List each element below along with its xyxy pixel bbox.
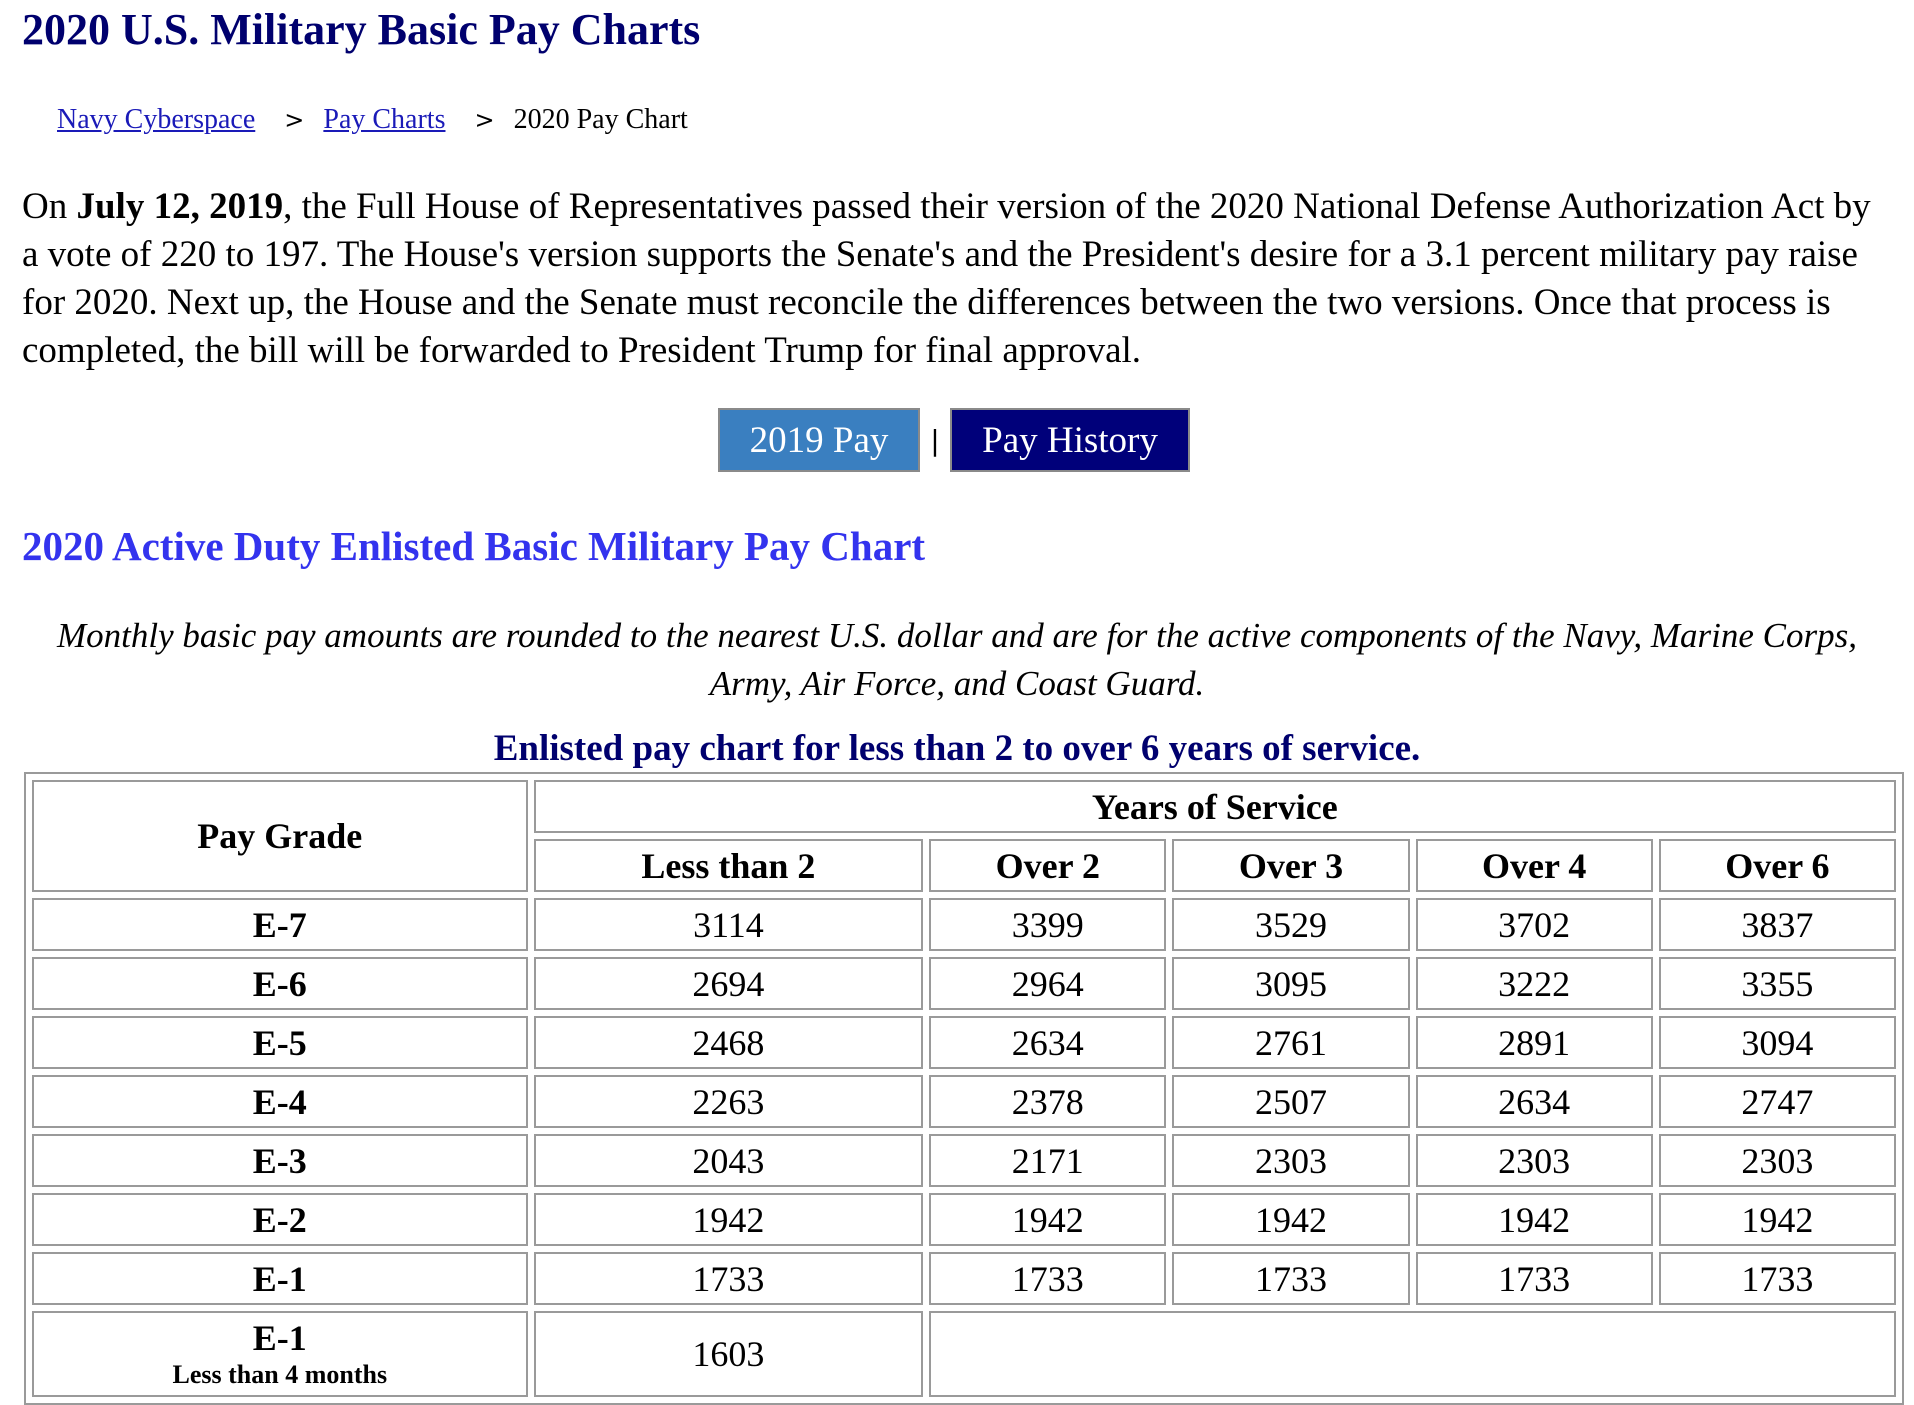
empty-cell [929,1311,1896,1397]
pay-value-cell: 3114 [534,898,924,951]
table-row [32,1075,1896,1128]
pay-value-cell: 2891 [1416,1016,1653,1069]
pay-grade-cell: E-6 [32,957,528,1010]
intro-date: July 12, 2019 [76,186,284,227]
pay-value-cell: 2761 [1172,1016,1409,1069]
pay-table [24,772,1904,1405]
pay-value-cell: 3529 [1172,898,1409,951]
pay-grade-cell [32,1311,528,1397]
pay-value-cell: 2303 [1659,1134,1896,1187]
pay-grade-sublabel: Less than 4 months [172,1360,388,1389]
pay-value-cell: 3095 [1172,957,1409,1010]
pay-value-cell: 1603 [534,1311,924,1397]
pay-value-cell: 2634 [929,1016,1166,1069]
pay-value-cell: 2634 [1416,1075,1653,1128]
column-header: Over 6 [1659,839,1896,892]
table-caption: Enlisted pay chart for less than 2 to over 6 years of service. [493,728,1421,769]
pay-value-cell: 2171 [929,1134,1166,1187]
pay-value-cell: 1733 [1416,1252,1653,1305]
column-header: Less than 2 [534,839,924,892]
breadcrumb-separator: > [474,106,495,134]
pay-note: Monthly basic pay amounts are rounded to the nearest U.S. dollar and are for the active components of the Navy, Marine Corps, Army, Air Force, and Coast Guard. [57,616,1857,703]
pay-value-cell: 3837 [1659,898,1896,951]
pay-value-cell: 3222 [1416,957,1653,1010]
breadcrumb-link-navy-cyberspace[interactable]: Navy Cyberspace [57,104,256,135]
table-row [32,898,1896,951]
pay-history-button[interactable]: Pay History [950,408,1190,472]
pay-value-cell: 2964 [929,957,1166,1010]
pay-grade-cell: E-2 [32,1193,528,1246]
pay-value-cell: 1942 [929,1193,1166,1246]
pay-grade-cell: E-4 [32,1075,528,1128]
pay-value-cell: 1733 [1172,1252,1409,1305]
pay-value-cell: 1942 [1172,1193,1409,1246]
pay-value-cell: 2468 [534,1016,924,1069]
pay-value-cell: 2378 [929,1075,1166,1128]
column-header: Over 3 [1172,839,1409,892]
pay-value-cell: 2694 [534,957,924,1010]
button-separator: | [930,423,940,457]
pay-value-cell: 1733 [534,1252,924,1305]
pay-grade-cell: E-3 [32,1134,528,1187]
pay-nav-buttons [718,406,1190,474]
table-row [32,1016,1896,1069]
pay-value-cell: 3355 [1659,957,1896,1010]
breadcrumb [57,100,688,140]
section-title: 2020 Active Duty Enlisted Basic Military Pay Chart [22,523,926,569]
intro-text: , the Full House of Representatives passed their version of the 2020 National Defense Authorization Act by a vote of 220 to 197. The House's version supports the Senate's and the President's desire for a 3.1 percent military pay raise for 2020. Next up, the House and the Senate must reconcile the differences between the two versions. Once that process is completed, the bill will be forwarded to President Trump for final approval. [22,186,1871,371]
pay-grade-cell: E-5 [32,1016,528,1069]
table-row [32,1252,1896,1305]
pay-value-cell: 2263 [534,1075,924,1128]
table-row [32,1134,1896,1187]
table-row [32,1311,1896,1397]
pay-value-cell: 3094 [1659,1016,1896,1069]
pay-grade-header: Pay Grade [32,780,528,892]
pay-value-cell: 2303 [1416,1134,1653,1187]
breadcrumb-separator: > [284,106,305,134]
pay-value-cell: 1733 [1659,1252,1896,1305]
table-row [32,1193,1896,1246]
column-header: Over 2 [929,839,1166,892]
table-row [32,957,1896,1010]
breadcrumb-current: 2020 Pay Chart [513,104,688,135]
breadcrumb-link-pay-charts[interactable]: Pay Charts [323,104,446,135]
2019-pay-button[interactable]: 2019 Pay [718,408,920,472]
pay-value-cell: 1942 [534,1193,924,1246]
intro-lead: On [22,186,77,227]
pay-value-cell: 2747 [1659,1075,1896,1128]
column-header: Over 4 [1416,839,1653,892]
pay-grade-cell: E-7 [32,898,528,951]
pay-value-cell: 3702 [1416,898,1653,951]
intro-paragraph [22,183,1882,375]
pay-value-cell: 1942 [1416,1193,1653,1246]
years-of-service-header: Years of Service [534,780,1896,833]
pay-value-cell: 1733 [929,1252,1166,1305]
pay-value-cell: 3399 [929,898,1166,951]
pay-value-cell: 2507 [1172,1075,1409,1128]
pay-value-cell: 2043 [534,1134,924,1187]
pay-grade-label: E-1 [252,1318,307,1358]
pay-value-cell: 1942 [1659,1193,1896,1246]
pay-value-cell: 2303 [1172,1134,1409,1187]
page-title: 2020 U.S. Military Basic Pay Charts [22,5,701,54]
pay-grade-cell: E-1 [32,1252,528,1305]
